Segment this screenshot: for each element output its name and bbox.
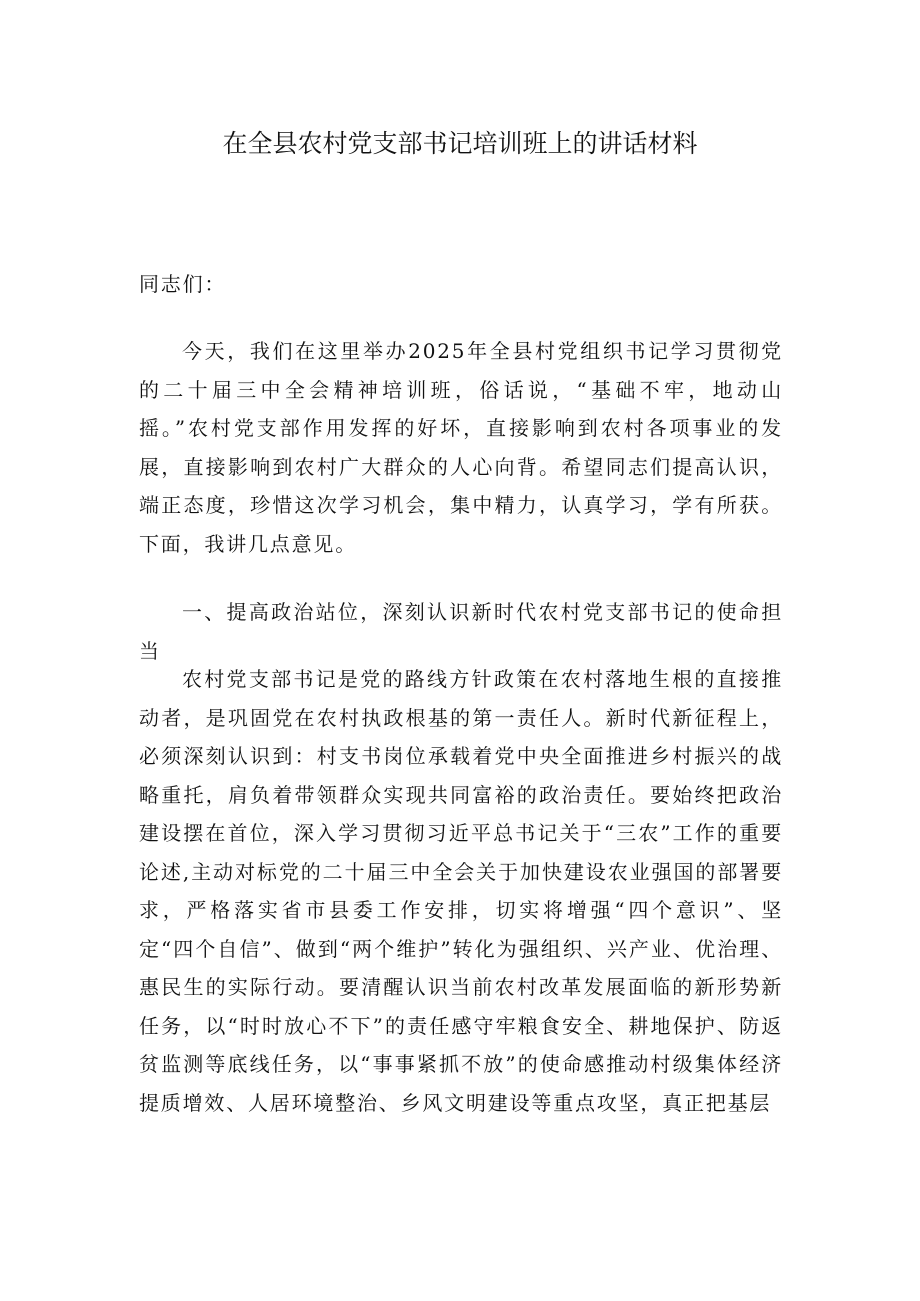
section-heading: 一、提高政治站位，深刻认识新时代农村党支部书记的使命担当 — [139, 600, 783, 663]
salutation: 同志们： — [139, 272, 227, 296]
opening-paragraph: 今天，我们在这里举办2025年全县村党组织书记学习贯彻党的二十届三中全会精神培训班，俗话说，“基础不牢，地动山摇。”农村党支部作用发挥的好坏，直接影响到农村各项事业的发展，直接影响到农村广大群众的人心向背。希望同志们提高认识，端正态度，珍惜这次学习机会，集中精力，认真学习，学有所获。下面，我讲几点意见。 — [139, 339, 783, 556]
document-title: 在全县农村党支部书记培训班上的讲话材料 — [222, 129, 698, 158]
section-paragraph: 农村党支部书记是党的路线方针政策在农村落地生根的直接推动者，是巩固党在农村执政根基的第一责任人。新时代新征程上，必须深刻认识到：村支书岗位承载着党中央全面推进乡村振兴的战略重托，肩负着带领群众实现共同富裕的政治责任。要始终把政治建设摆在首位，深入学习贯彻习近平总书记关于“三农”工作的重要论述,主动对标党的二十届三中全会关于加快建设农业强国的部署要求，严格落实省市县委工作安排，切实将增强“四个意识”、坚定“四个自信”、做到“两个维护”转化为强组织、兴产业、优治理、惠民生的实际行动。要清醒认识当前农村改革发展面临的新形势新任务，以“时时放心不下”的责任感守牢粮食安全、耕地保护、防返贫监测等底线任务，以“事事紧抓不放”的使命感推动村级集体经济提质增效、人居环境整治、乡风文明建设等重点攻坚，真正把基层 — [139, 667, 783, 1115]
